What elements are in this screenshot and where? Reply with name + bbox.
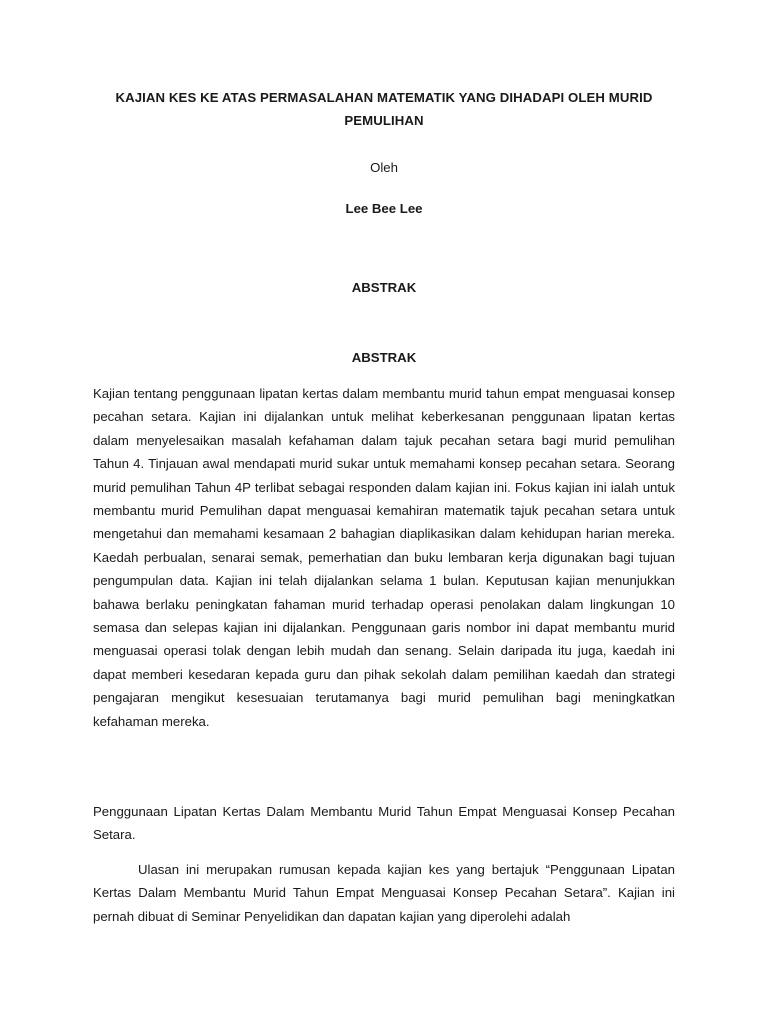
abstract-heading-first: ABSTRAK: [351, 280, 417, 295]
by-label: Oleh: [370, 160, 398, 175]
abstract-paragraph: Kajian tentang penggunaan lipatan kertas dalam membantu murid tahun empat menguasai konsep pecahan setara. Kajian ini dijalankan untuk melihat keberkesanan penggunaan lipatan kertas dalam menyelesaikan masalah kefahaman dalam tajuk pecahan setara bagi murid pemulihan Tahun 4. Tinjauan awal mendapati murid sukar untuk memahami konsep pecahan setara. Seorang murid pemulihan Tahun 4P terlibat sebagai responden dalam kajian ini. Fokus kajian ini ialah untuk membantu murid Pemulihan dapat menguasai kemahiran matematik tajuk pecahan setara untuk mengetahui dan memahami kesamaan 2 bahagian diaplikasikan dalam kehidupan harian mereka. Kaedah perbualan, senarai semak, pemerhatian dan buku lembaran kerja digunakan bagi tujuan pengumpulan data. Kajian ini telah dijalankan selama 1 bulan. Keputusan kajian menunjukkan bahawa berlaku peningkatan fahaman murid terhadap operasi penolakan dalam lingkungan 10 semasa dan selepas kajian ini dijalankan. Penggunaan garis nombor ini dapat membantu murid menguasai operasi tolak dengan lebih mudah dan senang. Selain daripada itu juga, kaedah ini dapat memberi kesedaran kepada guru dan pihak sekolah dalam pemilihan kaedah dan strategi pengajaran mengikut kesesuaian terutamanya bagi murid pemulihan bagi meningkatkan kefahaman mereka.: [93, 386, 675, 729]
document-title: KAJIAN KES KE ATAS PERMASALAHAN MATEMATIK YANG DIHADAPI OLEH MURID PEMULIHAN: [115, 90, 653, 128]
section-heading: Penggunaan Lipatan Kertas Dalam Membantu Murid Tahun Empat Menguasai Konsep Pecahan Setara.: [93, 804, 675, 843]
author-name: Lee Bee Lee: [345, 201, 423, 216]
abstract-heading-second: ABSTRAK: [351, 350, 417, 365]
intro-paragraph: Ulasan ini merupakan rumusan kepada kajian kes yang bertajuk “Penggunaan Lipatan Kertas Dalam Membantu Murid Tahun Empat Menguasai Konsep Pecahan Setara”. Kajian ini pernah dibuat di Seminar Penyelidikan dan dapatan kajian yang diperolehi adalah: [93, 862, 675, 924]
